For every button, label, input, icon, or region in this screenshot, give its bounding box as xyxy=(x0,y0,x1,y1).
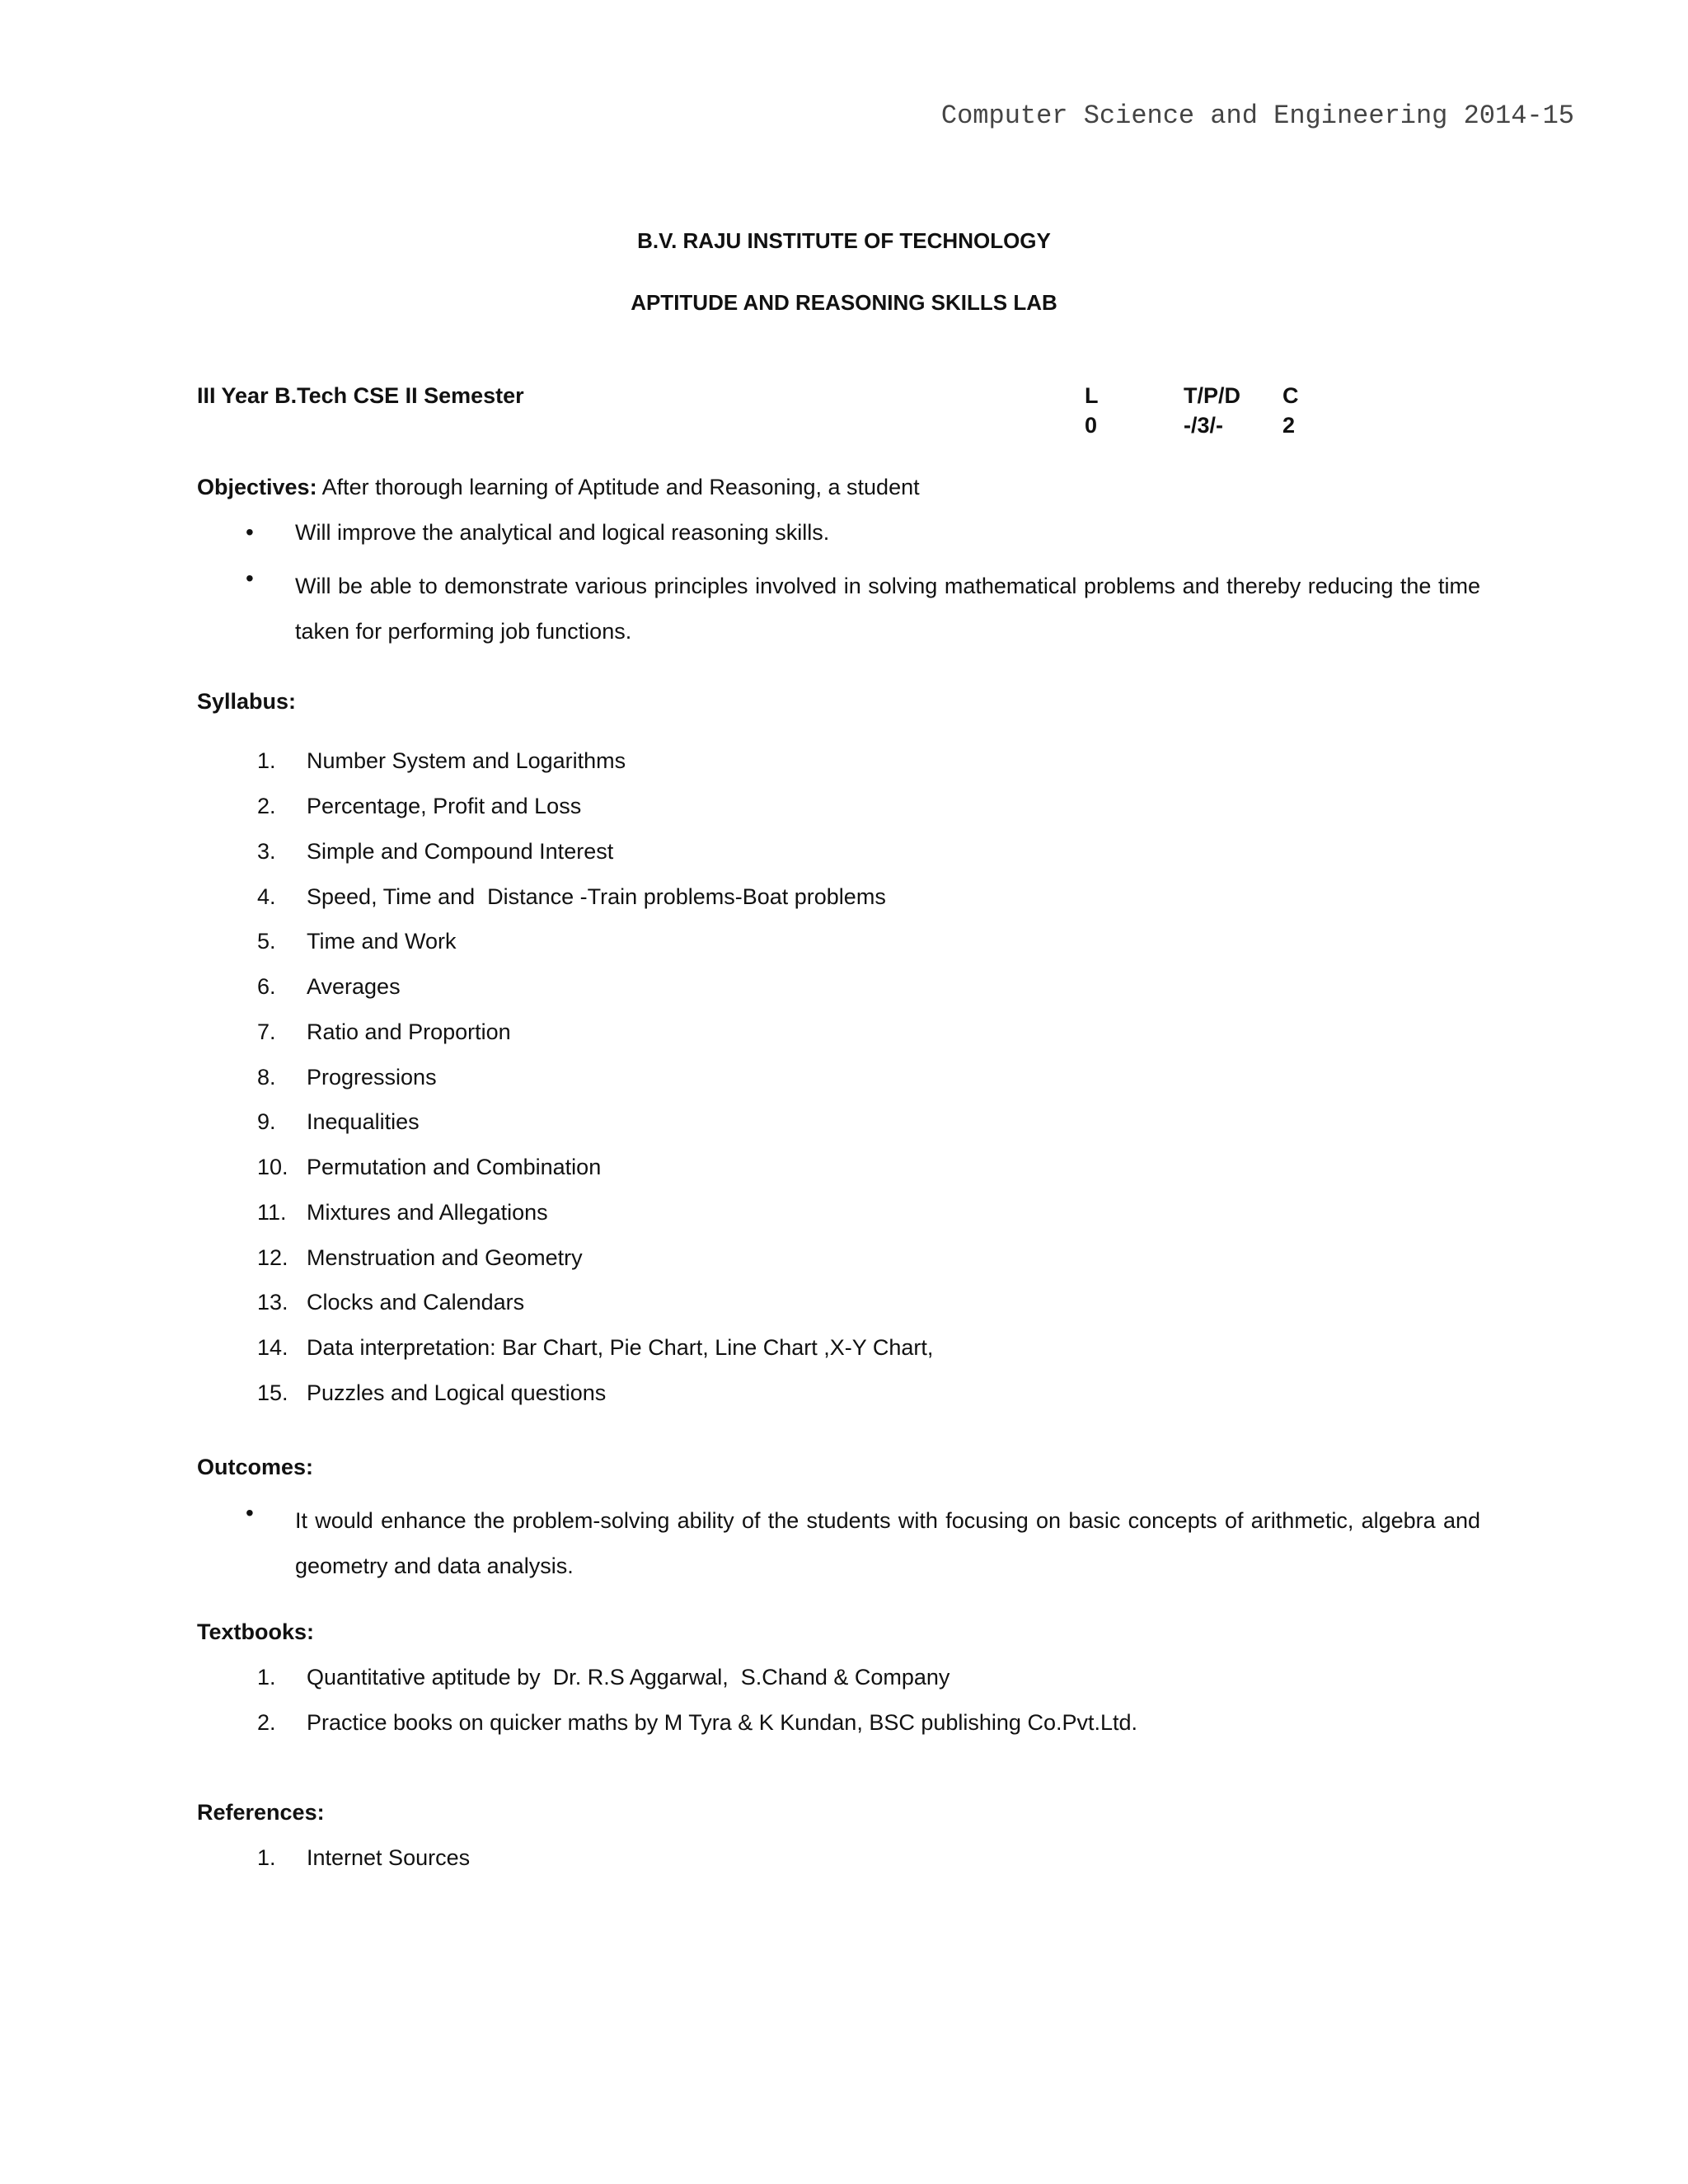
syllabus-item: Clocks and Calendars xyxy=(307,1290,525,1315)
syllabus-item: Simple and Compound Interest xyxy=(307,839,614,864)
running-header: Computer Science and Engineering 2014-15 xyxy=(940,101,1574,131)
institute-name: B.V. RAJU INSTITUTE OF TECHNOLOGY xyxy=(637,228,1051,253)
list-number: 8. xyxy=(257,1065,276,1090)
syllabus-item: Percentage, Profit and Loss xyxy=(307,794,582,818)
syllabus-item: Puzzles and Logical questions xyxy=(307,1380,607,1405)
syllabus-item: Ratio and Proportion xyxy=(307,1019,511,1044)
list-number: 9. xyxy=(257,1109,276,1134)
textbook-item: Practice books on quicker maths by M Tyra & K Kundan, BSC publishing Co.Pvt.Ltd. xyxy=(307,1710,1138,1735)
list-number: 1. xyxy=(257,1665,276,1690)
list-number: 7. xyxy=(257,1019,276,1044)
objective-item: Will improve the analytical and logical reasoning skills. xyxy=(295,520,830,545)
ltpc-value-tpd: -/3/- xyxy=(1184,413,1224,438)
references-heading: References: xyxy=(197,1800,325,1825)
ltpc-header-tpd: T/P/D xyxy=(1184,383,1241,408)
ltpc-header-l: L xyxy=(1085,383,1099,408)
objectives-intro: After thorough learning of Aptitude and Reasoning, a student xyxy=(321,475,920,499)
textbooks-heading: Textbooks: xyxy=(197,1619,315,1644)
list-number: 1. xyxy=(257,748,276,773)
bullet-icon: • xyxy=(246,1500,254,1526)
syllabus-item: Mixtures and Allegations xyxy=(307,1200,548,1225)
list-number: 13. xyxy=(257,1290,288,1315)
list-number: 6. xyxy=(257,974,276,999)
reference-item: Internet Sources xyxy=(307,1845,471,1870)
outcome-item: It would enhance the problem-solving ability of the students with focusing on basic concepts of arithmetic, algebra and geometry and data analysis. xyxy=(295,1508,1480,1578)
list-number: 12. xyxy=(257,1245,288,1270)
ltpc-header-c: C xyxy=(1282,383,1299,408)
syllabus-item: Number System and Logarithms xyxy=(307,748,626,773)
semester-label: III Year B.Tech CSE II Semester xyxy=(197,383,524,408)
list-number: 5. xyxy=(257,929,276,954)
syllabus-heading: Syllabus: xyxy=(197,689,297,714)
ltpc-value-l: 0 xyxy=(1085,413,1098,438)
list-number: 4. xyxy=(257,884,276,909)
objectives-heading: Objectives: xyxy=(197,475,317,499)
list-number: 2. xyxy=(257,1710,276,1735)
ltpc-value-c: 2 xyxy=(1282,413,1296,438)
syllabus-item: Time and Work xyxy=(307,929,457,954)
outcomes-heading: Outcomes: xyxy=(197,1455,314,1479)
list-number: 11. xyxy=(257,1200,287,1225)
syllabus-item: Data interpretation: Bar Chart, Pie Chart, Line Chart ,X-Y Chart, xyxy=(307,1335,934,1360)
list-number: 15. xyxy=(257,1380,288,1405)
course-title: APTITUDE AND REASONING SKILLS LAB xyxy=(631,290,1057,315)
syllabus-item: Inequalities xyxy=(307,1109,420,1134)
syllabus-item: Menstruation and Geometry xyxy=(307,1245,583,1270)
syllabus-item: Progressions xyxy=(307,1065,437,1090)
list-number: 10. xyxy=(257,1155,288,1179)
list-number: 3. xyxy=(257,839,276,864)
syllabus-item: Speed, Time and Distance -Train problems-Boat problems xyxy=(307,884,886,909)
syllabus-item: Permutation and Combination xyxy=(307,1155,602,1179)
objectives-line xyxy=(197,472,920,502)
bullet-icon: • xyxy=(246,519,254,545)
list-number: 2. xyxy=(257,794,276,818)
list-number: 14. xyxy=(257,1335,288,1360)
list-number: 1. xyxy=(257,1845,276,1870)
bullet-icon: • xyxy=(246,565,254,591)
syllabus-item: Averages xyxy=(307,974,401,999)
objective-item: Will be able to demonstrate various principles involved in solving mathematical problems and thereby reducing the time taken for performing job functions. xyxy=(295,574,1480,644)
textbook-item: Quantitative aptitude by Dr. R.S Aggarwal, S.Chand & Company xyxy=(307,1665,950,1690)
